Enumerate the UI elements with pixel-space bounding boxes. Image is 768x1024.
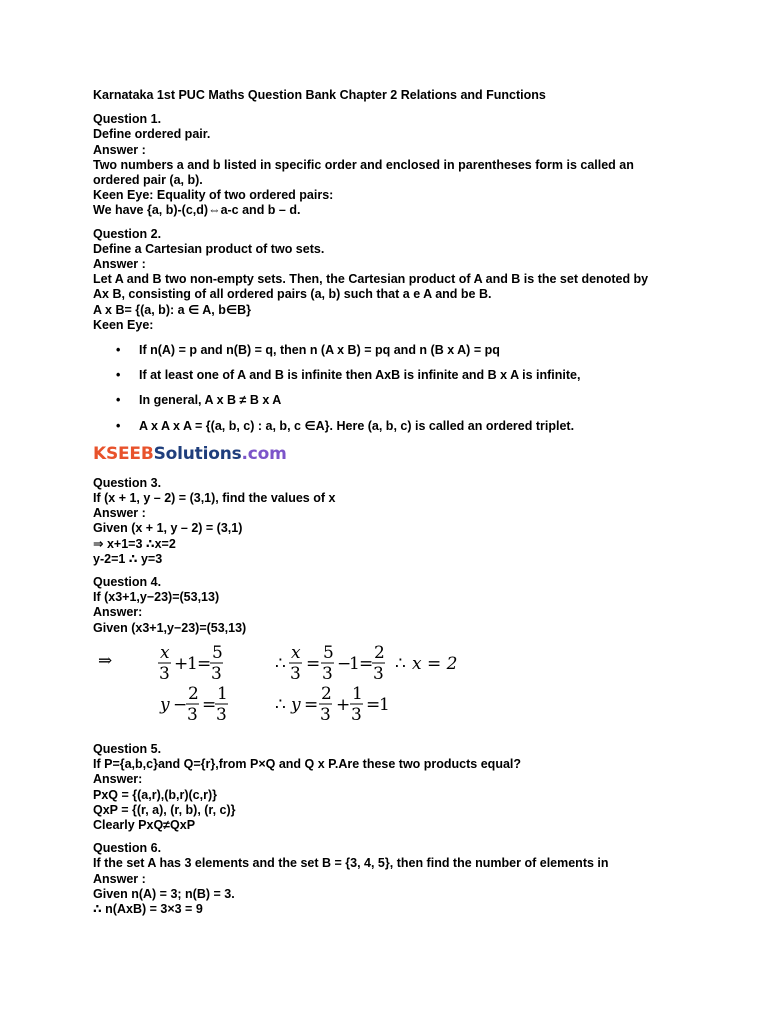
answer-line: A x B= {(a, b): a ∈ A, b∈B}: [93, 302, 251, 317]
svg-text:+: +: [336, 694, 351, 715]
svg-text:1: 1: [352, 683, 363, 704]
implies-symbol: ⇒: [98, 650, 113, 671]
keen-eye-list: [93, 343, 733, 434]
answer-line: Keen Eye: Equality of two ordered pairs:: [93, 188, 334, 203]
svg-text:=: =: [306, 653, 321, 674]
question-6: [93, 841, 733, 917]
svg-text:+: +: [174, 653, 189, 674]
svg-text:y: y: [160, 694, 170, 715]
math-solution-image: [90, 642, 460, 732]
page-title: Karnataka 1st PUC Maths Question Bank Chapter 2 Relations and Functions: [93, 88, 546, 102]
answer-line: ⇒ x+1=3 ∴x=2: [93, 536, 176, 551]
svg-text:y: y: [291, 694, 301, 715]
svg-text:3: 3: [187, 704, 198, 725]
svg-text:−: −: [173, 694, 188, 715]
answer-line: Given n(A) = 3; n(B) = 3.: [93, 886, 235, 901]
svg-text:=: =: [366, 694, 381, 715]
answer-label: Answer:: [93, 772, 143, 787]
question-heading: Question 3.: [93, 475, 162, 490]
svg-text:2: 2: [374, 642, 385, 663]
svg-text:3: 3: [216, 704, 227, 725]
question-text: Define a Cartesian product of two sets.: [93, 241, 325, 256]
svg-text:3: 3: [159, 663, 170, 684]
svg-text:−: −: [337, 653, 352, 674]
question-text: Define ordered pair.: [93, 127, 211, 142]
list-item-text: A x A x A = {(a, b, c) : a, b, c ∈A}. Here (a, b, c) is called an ordered triplet.: [139, 418, 575, 433]
question-text: If (x + 1, y – 2) = (3,1), find the values of x: [93, 491, 336, 506]
svg-text:1: 1: [349, 653, 360, 674]
svg-text:3: 3: [320, 704, 331, 725]
bullet-icon: •: [116, 368, 121, 383]
answer-label: Answer :: [93, 142, 146, 157]
svg-text:1: 1: [217, 683, 228, 704]
bullet-icon: •: [116, 418, 121, 433]
svg-text:1: 1: [187, 653, 198, 674]
document-page: [93, 88, 733, 925]
answer-label: Answer :: [93, 506, 146, 521]
svg-text:x: x: [160, 642, 170, 663]
site-logo: KSEEBSolutions.com: [93, 443, 287, 464]
answer-line: Given (x3+1,y−23)=(53,13): [93, 620, 247, 635]
answer-line: Clearly PxQ≠QxP: [93, 817, 196, 832]
answer-label: Answer :: [93, 257, 146, 272]
answer-line: We have {a, b)-(c,d)⇔a-c and b – d.: [93, 203, 301, 218]
question-heading: Question 5.: [93, 741, 162, 756]
svg-text:3: 3: [290, 663, 301, 684]
list-item-text: If at least one of A and B is infinite then AxB is infinite and B x A is infinite,: [139, 368, 581, 383]
question-4: [93, 575, 733, 732]
svg-text:3: 3: [373, 663, 384, 684]
list-item: [93, 393, 733, 408]
answer-line: Two numbers a and b listed in specific order and enclosed in parentheses form is called an: [93, 157, 634, 172]
answer-line: y-2=1 ∴ y=3: [93, 551, 163, 566]
svg-text:5: 5: [212, 642, 223, 663]
answer-line: ordered pair (a, b).: [93, 173, 203, 188]
question-5: [93, 742, 733, 833]
svg-text:=: =: [304, 694, 319, 715]
answer-line: Given (x + 1, y – 2) = (3,1): [93, 521, 243, 536]
question-1: [93, 112, 733, 218]
question-text: If (x3+1,y−23)=(53,13): [93, 590, 220, 605]
svg-text:5: 5: [323, 642, 334, 663]
svg-text:=: =: [202, 694, 217, 715]
answer-line: Ax B, consisting of all ordered pairs (a, b) such that a e A and be B.: [93, 287, 492, 302]
answer-line: Let A and B two non-empty sets. Then, the Cartesian product of A and B is the set denoted by: [93, 272, 649, 287]
svg-text:3: 3: [211, 663, 222, 684]
question-text: If P={a,b,c}and Q={r},from P×Q and Q x P.Are these two products equal?: [93, 757, 522, 772]
question-text: If the set A has 3 elements and the set B = {3, 4, 5}, then find the number of elements in: [93, 856, 609, 871]
svg-text:2: 2: [321, 683, 332, 704]
answer-line: Keen Eye:: [93, 317, 154, 332]
svg-text:x = 2: x = 2: [412, 653, 458, 674]
svg-text:3: 3: [351, 704, 362, 725]
list-item-text: If n(A) = p and n(B) = q, then n (A x B) = pq and n (B x A) = pq: [139, 343, 500, 358]
svg-text:=: =: [359, 653, 374, 674]
answer-label: Answer :: [93, 871, 146, 886]
answer-line: PxQ = {(a,r),(b,r)(c,r)}: [93, 787, 217, 802]
svg-text:=: =: [197, 653, 212, 674]
svg-text:x: x: [291, 642, 301, 663]
question-heading: Question 4.: [93, 575, 162, 590]
answer-line: ∴ n(AxB) = 3×3 = 9: [93, 901, 203, 916]
answer-line: QxP = {(r, a), (r, b), (r, c)}: [93, 802, 236, 817]
list-item: [93, 419, 733, 434]
bullet-icon: •: [116, 343, 121, 358]
bullet-icon: •: [116, 393, 121, 408]
svg-text:2: 2: [188, 683, 199, 704]
answer-label: Answer:: [93, 605, 143, 620]
list-item-text: In general, A x B ≠ B x A: [139, 393, 282, 408]
question-heading: Question 2.: [93, 226, 162, 241]
svg-text:1: 1: [379, 694, 390, 715]
question-2: [93, 227, 733, 434]
list-item: [93, 368, 733, 383]
question-3: [93, 476, 733, 567]
svg-text:3: 3: [322, 663, 333, 684]
svg-text:∴: ∴: [275, 653, 286, 674]
list-item: [93, 343, 733, 358]
question-heading: Question 1.: [93, 112, 162, 127]
svg-text:∴: ∴: [275, 694, 286, 715]
svg-text:∴: ∴: [395, 653, 406, 674]
question-heading: Question 6.: [93, 841, 162, 856]
